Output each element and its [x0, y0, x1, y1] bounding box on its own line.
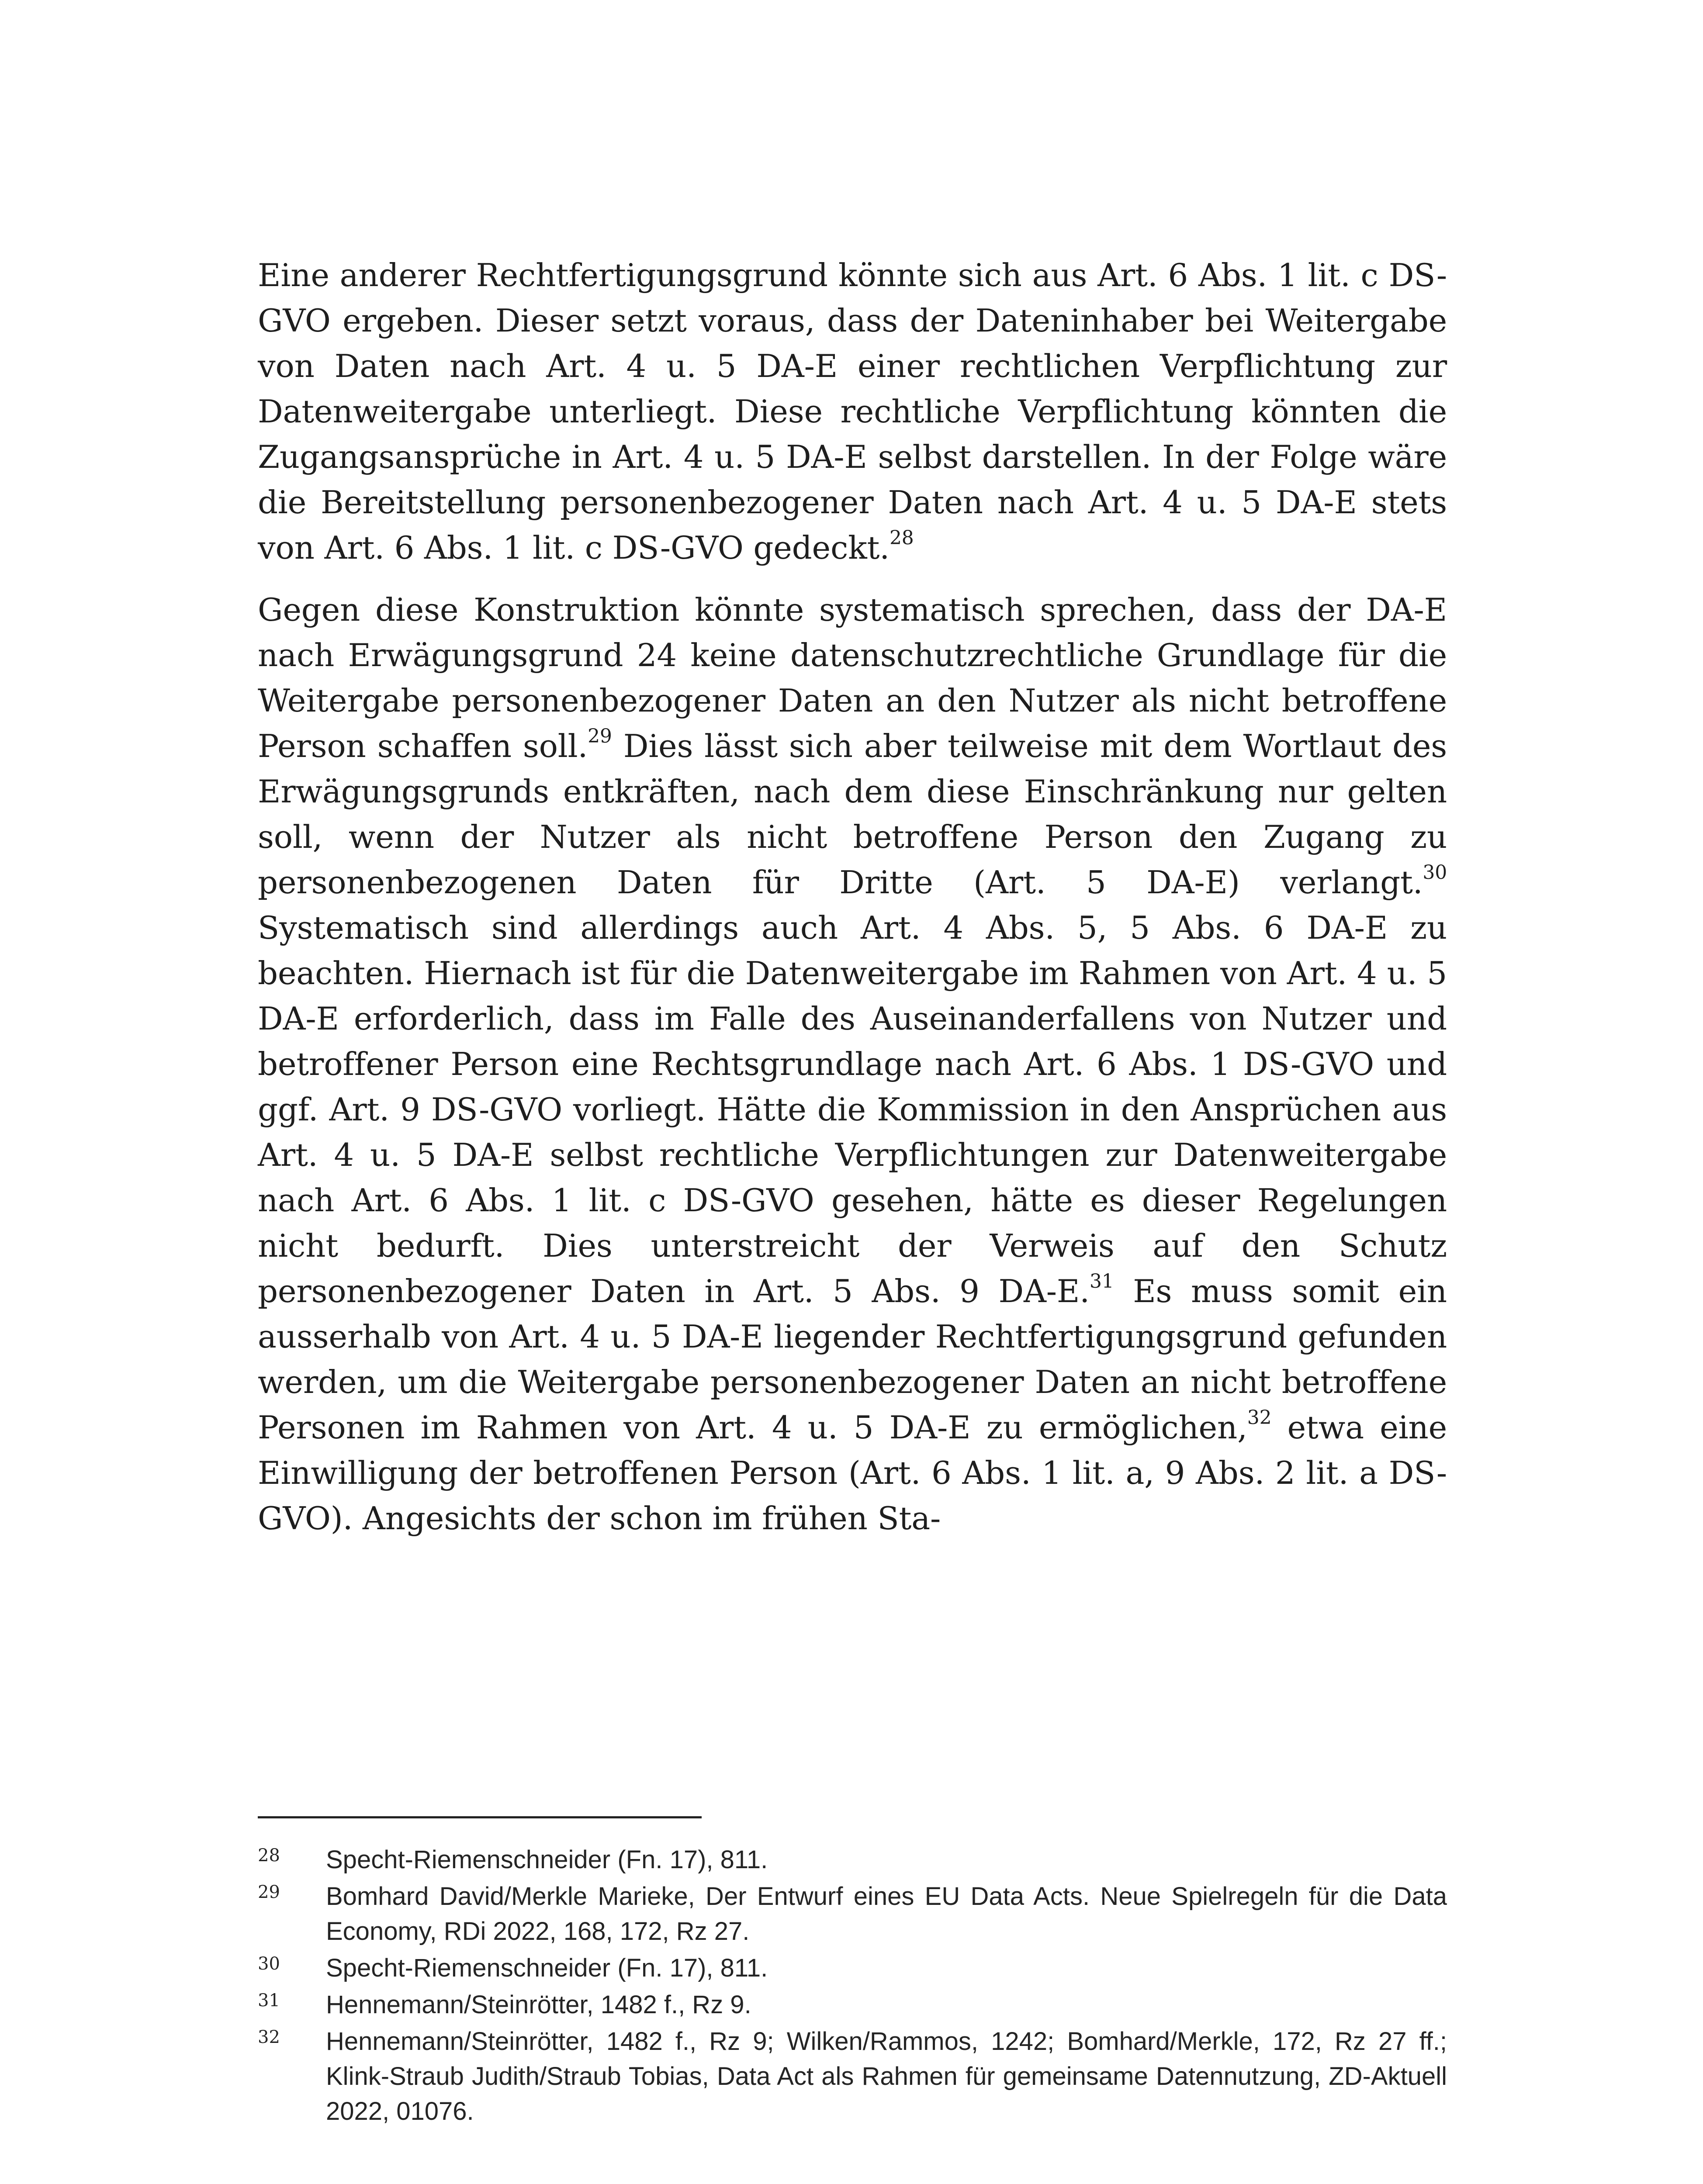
footnote-reference[interactable]: 29: [588, 725, 612, 747]
footnote-text: Bomhard David/Merkle Marieke, Der Entwurf eines EU Data Acts. Neue Spielregeln für die Data Economy, RDi 2022, 168, 172, Rz 27.: [326, 1882, 1447, 1946]
paragraph-text: Es muss somit ein ausserhalb von Art. 4 u. 5 DA-E liegender Rechtfertigungsgrund gefunden werden, um die Weitergabe personenbezogener Daten an nicht betroffene Personen im Rahmen von Art. 4 u. 5 DA-E zu ermöglichen,: [258, 1273, 1447, 1446]
footnote-number: 30: [258, 1954, 280, 1974]
footnote-text: Specht-Riemenschneider (Fn. 17), 811.: [326, 1845, 768, 1874]
paragraph: [258, 252, 1447, 570]
footnote-reference[interactable]: 31: [1089, 1270, 1114, 1292]
footnote-reference[interactable]: 32: [1247, 1406, 1272, 1429]
footnote: [258, 1987, 1447, 2022]
paragraph-text: Eine anderer Rechtfertigungsgrund könnte sich aus Art. 6 Abs. 1 lit. c DS-GVO ergeben. Dieser setzt voraus, dass der Dateninhaber bei Weitergabe von Daten nach Art. 4 u. 5 DA-E einer rechtlichen Verpflichtung zur Datenweitergabe unterliegt. Diese rechtliche Verpflichtung könnten die Zugangsansprüche in Art. 4 u. 5 DA-E selbst darstellen. In der Folge wäre die Bereitstellung personenbezogener Daten nach Art. 4 u. 5 DA-E stets von Art. 6 Abs. 1 lit. c DS-GVO gedeckt.: [258, 257, 1447, 566]
footnote-number: 32: [258, 2027, 280, 2047]
paragraph-text: Gegen diese Konstruktion könnte systematisch sprechen, dass der DA-E nach Erwägungsgrund 24 keine datenschutzrechtliche Grundlage für die Weitergabe personenbezogener Daten an den Nutzer als nicht betroffene Person schaffen soll.: [258, 591, 1447, 764]
paragraph-text: Dies lässt sich aber teilweise mit dem Wortlaut des Erwägungsgrunds entkräften, nach dem diese Einschränkung nur gelten soll, wenn der Nutzer als nicht betroffene Person den Zugang zu personenbezogenen Daten für Dritte (Art. 5 DA-E) verlangt.: [258, 728, 1447, 901]
footnote-text: Hennemann/Steinrötter, 1482 f., Rz 9; Wilken/Rammos, 1242; Bomhard/Merkle, 172, Rz 27 ff.; Klink-Straub Judith/Straub Tobias, Data Act als Rahmen für gemeinsame Datennutzung, ZD-Aktuell 2022, 01076.: [326, 2027, 1447, 2125]
footnotes: [258, 1842, 1447, 2131]
footnote-reference[interactable]: 28: [889, 527, 914, 549]
footnote: [258, 2024, 1447, 2129]
paragraph: [258, 587, 1447, 1541]
footnote-separator: [258, 1816, 702, 1818]
footnote-number: 28: [258, 1845, 280, 1866]
body-text: [258, 252, 1447, 1558]
paragraph-text: etwa eine Einwilligung der betroffenen Person (Art. 6 Abs. 1 lit. a, 9 Abs. 2 lit. a DS-GVO). Angesichts der schon im frühen Sta-: [258, 1409, 1447, 1537]
footnote-number: 31: [258, 1990, 280, 2011]
footnote-text: Hennemann/Steinrötter, 1482 f., Rz 9.: [326, 1990, 751, 2019]
footnote-reference[interactable]: 30: [1423, 861, 1447, 884]
footnote-number: 29: [258, 1882, 280, 1902]
footnote: [258, 1951, 1447, 1986]
footnote: [258, 1879, 1447, 1949]
paragraph-text: Systematisch sind allerdings auch Art. 4 Abs. 5, 5 Abs. 6 DA-E zu beachten. Hiernach ist für die Datenweitergabe im Rahmen von Art. 4 u. 5 DA-E erforderlich, dass im Falle des Auseinanderfallens von Nutzer und betroffener Person eine Rechtsgrundlage nach Art. 6 Abs. 1 DS-GVO und ggf. Art. 9 DS-GVO vorliegt. Hätte die Kommission in den Ansprüchen aus Art. 4 u. 5 DA-E selbst rechtliche Verpflichtungen zur Datenweitergabe nach Art. 6 Abs. 1 lit. c DS-GVO gesehen, hätte es dieser Regelungen nicht bedurft. Dies unterstreicht der Verweis auf den Schutz personenbezogener Daten in Art. 5 Abs. 9 DA-E.: [258, 909, 1447, 1310]
footnote-text: Specht-Riemenschneider (Fn. 17), 811.: [326, 1954, 768, 1982]
footnote: [258, 1842, 1447, 1877]
